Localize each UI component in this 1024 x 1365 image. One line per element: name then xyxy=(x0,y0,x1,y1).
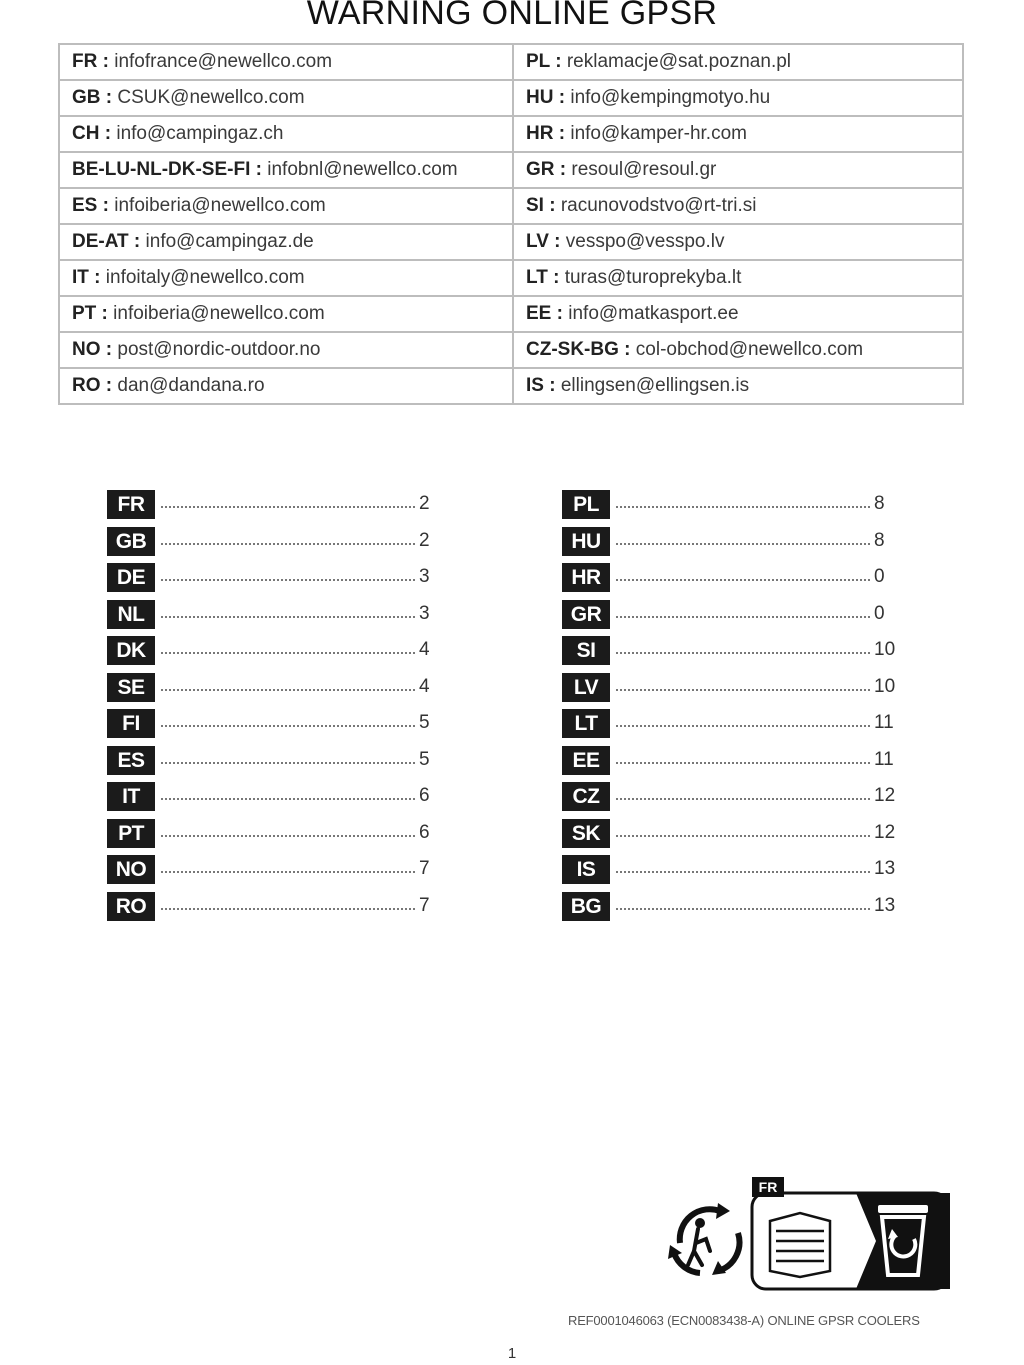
toc-entry xyxy=(562,746,902,783)
contact-email: infoiberia@newellco.com xyxy=(113,303,325,324)
separator: : xyxy=(88,267,106,288)
language-badge: PL xyxy=(562,490,610,519)
language-badge: IS xyxy=(562,855,610,884)
contact-email: infoiberia@newellco.com xyxy=(114,195,326,216)
recycling-logos-graphic xyxy=(660,1175,960,1295)
separator: : xyxy=(553,123,571,144)
contact-cell-right xyxy=(513,296,963,332)
toc-page-number: 4 xyxy=(419,639,430,660)
country-code: EE xyxy=(526,303,552,324)
contact-email: col-obchod@newellco.com xyxy=(635,339,864,360)
toc-entry xyxy=(107,636,447,673)
contact-cell-right xyxy=(513,332,963,368)
language-badge: CZ xyxy=(562,782,610,811)
country-code: IS xyxy=(526,375,544,396)
toc-right-column xyxy=(562,490,902,928)
contact-row xyxy=(59,152,963,188)
country-code: NO xyxy=(72,339,101,360)
dot-leader xyxy=(616,579,870,581)
toc-entry xyxy=(562,855,902,892)
language-badge: ES xyxy=(107,746,155,775)
contact-cell-left xyxy=(59,44,513,80)
contact-email: info@kamper-hr.com xyxy=(570,123,747,144)
contact-row xyxy=(59,188,963,224)
toc-page-number: 3 xyxy=(419,566,430,587)
language-badge: SE xyxy=(107,673,155,702)
country-code: LV xyxy=(526,231,549,252)
page-title: WARNING ONLINE GPSR xyxy=(306,0,718,32)
toc-page-number: 2 xyxy=(419,493,430,514)
country-code: PL xyxy=(526,51,550,72)
dot-leader xyxy=(616,689,870,691)
contact-email: info@campingaz.ch xyxy=(116,123,284,144)
toc-page-number: 0 xyxy=(874,566,885,587)
contact-cell-right xyxy=(513,368,963,404)
toc-page-number: 3 xyxy=(419,602,430,624)
separator: : xyxy=(100,339,118,360)
toc-page-number: 12 xyxy=(874,785,896,806)
toc-page-number: 13 xyxy=(874,858,896,879)
language-badge: LT xyxy=(562,709,610,738)
language-badge: DE xyxy=(107,563,155,592)
language-badge: RO xyxy=(107,892,155,921)
contact-cell-right xyxy=(513,152,963,188)
dot-leader xyxy=(161,798,415,800)
country-code: IT xyxy=(72,267,89,288)
toc-page-number: 10 xyxy=(874,675,896,697)
sorting-label-tag: FR xyxy=(758,1179,778,1195)
contact-email: ellingsen@ellingsen.is xyxy=(560,375,750,396)
contact-email: CSUK@newellco.com xyxy=(117,87,305,108)
separator: : xyxy=(250,159,268,180)
contact-row xyxy=(59,368,963,404)
toc-entry xyxy=(562,673,902,710)
toc-entry xyxy=(107,782,447,819)
toc-page-number: 6 xyxy=(419,785,430,806)
country-code: DE-AT xyxy=(72,231,129,252)
dot-leader xyxy=(616,652,870,654)
contact-cell-right xyxy=(513,80,963,116)
toc-entry xyxy=(107,892,447,929)
separator: : xyxy=(96,303,114,324)
contact-cell-left xyxy=(59,260,513,296)
contact-email: resoul@resoul.gr xyxy=(571,159,717,180)
separator: : xyxy=(128,231,146,252)
contact-cell-left xyxy=(59,188,513,224)
dot-leader xyxy=(616,725,870,727)
contact-email: infobnl@newellco.com xyxy=(267,159,458,180)
page-number: 1 xyxy=(507,1345,517,1362)
country-code: FR xyxy=(72,51,98,72)
contact-row xyxy=(59,332,963,368)
toc-page-number: 7 xyxy=(419,894,430,916)
contact-cell-left xyxy=(59,152,513,188)
contact-cell-right xyxy=(513,224,963,260)
language-badge: BG xyxy=(562,892,610,921)
toc-page-number: 0 xyxy=(874,602,885,624)
dot-leader xyxy=(616,616,870,618)
country-code: SI xyxy=(526,195,544,216)
country-code: HR xyxy=(526,123,554,144)
language-badge: NO xyxy=(107,855,155,884)
contact-email: info@campingaz.de xyxy=(145,231,314,252)
toc-page-number: 4 xyxy=(419,675,430,697)
dot-leader xyxy=(616,506,870,508)
contact-cell-left xyxy=(59,368,513,404)
language-badge: DK xyxy=(107,636,155,665)
toc-page-number: 6 xyxy=(419,821,430,843)
country-code: GB xyxy=(72,87,101,108)
dot-leader xyxy=(161,616,415,618)
toc-page-number: 13 xyxy=(874,894,896,916)
contacts-table xyxy=(58,43,964,405)
country-code: RO xyxy=(72,375,101,396)
contact-cell-right xyxy=(513,260,963,296)
contact-row xyxy=(59,224,963,260)
dot-leader xyxy=(161,543,415,545)
language-badge: SI xyxy=(562,636,610,665)
contact-email: infofrance@newellco.com xyxy=(114,51,333,72)
toc-page-number: 10 xyxy=(874,639,896,660)
toc-entry xyxy=(562,709,902,746)
dot-leader xyxy=(161,506,415,508)
dot-leader xyxy=(616,871,870,873)
separator: : xyxy=(99,123,117,144)
language-badge: PT xyxy=(107,819,155,848)
dot-leader xyxy=(161,908,415,910)
toc-page-number: 2 xyxy=(419,529,430,551)
separator: : xyxy=(548,231,566,252)
contact-email: reklamacje@sat.poznan.pl xyxy=(566,51,792,72)
contact-email: info@kempingmotyo.hu xyxy=(570,87,771,108)
language-badge: GR xyxy=(562,600,610,629)
language-badge: FI xyxy=(107,709,155,738)
country-code: PT xyxy=(72,303,97,324)
toc-left-column xyxy=(107,490,447,928)
toc-entry xyxy=(107,563,447,600)
contact-email: post@nordic-outdoor.no xyxy=(117,339,321,360)
separator: : xyxy=(100,87,118,108)
toc-page-number: 12 xyxy=(874,821,896,843)
dot-leader xyxy=(161,762,415,764)
dot-leader xyxy=(161,725,415,727)
language-badge: HR xyxy=(562,563,610,592)
contact-cell-right xyxy=(513,188,963,224)
contact-row xyxy=(59,296,963,332)
toc-entry xyxy=(107,819,447,856)
toc-page-number: 8 xyxy=(874,529,885,551)
country-code: ES xyxy=(72,195,98,216)
toc-entry xyxy=(107,855,447,892)
language-badge: EE xyxy=(562,746,610,775)
language-badge: SK xyxy=(562,819,610,848)
toc-entry xyxy=(107,746,447,783)
contact-cell-left xyxy=(59,224,513,260)
separator: : xyxy=(553,87,571,108)
dot-leader xyxy=(616,543,870,545)
sorting-label xyxy=(752,1177,950,1289)
separator: : xyxy=(618,339,636,360)
contact-email: turas@turoprekyba.lt xyxy=(564,267,742,288)
footer-reference: REF0001046063 (ECN0083438-A) ONLINE GPSR COOLERS xyxy=(568,1313,920,1328)
contact-cell-left xyxy=(59,116,513,152)
dot-leader xyxy=(616,835,870,837)
toc-entry xyxy=(107,527,447,564)
separator: : xyxy=(554,159,572,180)
separator: : xyxy=(97,51,115,72)
toc-entry xyxy=(562,636,902,673)
contact-row xyxy=(59,44,963,80)
language-badge: NL xyxy=(107,600,155,629)
separator: : xyxy=(543,375,561,396)
country-code: GR xyxy=(526,159,555,180)
country-code: BE-LU-NL-DK-SE-FI xyxy=(72,159,251,180)
contact-email: racunovodstvo@rt-tri.si xyxy=(560,195,757,216)
toc-page-number: 7 xyxy=(419,858,430,879)
toc-page-number: 11 xyxy=(874,748,894,770)
dot-leader xyxy=(161,689,415,691)
contact-cell-right xyxy=(513,116,963,152)
toc-page-number: 8 xyxy=(874,493,885,514)
language-badge: IT xyxy=(107,782,155,811)
toc-entry xyxy=(562,819,902,856)
separator: : xyxy=(100,375,118,396)
contact-email: vesspo@vesspo.lv xyxy=(565,231,725,252)
toc-entry xyxy=(562,527,902,564)
dot-leader xyxy=(161,835,415,837)
separator: : xyxy=(547,267,565,288)
dot-leader xyxy=(161,871,415,873)
contact-cell-left xyxy=(59,296,513,332)
language-badge: HU xyxy=(562,527,610,556)
toc-page-number: 5 xyxy=(419,712,430,733)
toc-page-number: 11 xyxy=(874,712,894,733)
recycling-logos xyxy=(660,1175,960,1295)
language-badge: LV xyxy=(562,673,610,702)
language-badge: GB xyxy=(107,527,155,556)
toc-entry xyxy=(562,563,902,600)
dot-leader xyxy=(616,908,870,910)
toc-entry xyxy=(107,673,447,710)
toc-entry xyxy=(107,709,447,746)
toc-entry xyxy=(562,782,902,819)
dot-leader xyxy=(161,652,415,654)
country-code: CH xyxy=(72,123,100,144)
toc-page-number: 5 xyxy=(419,748,430,770)
contact-email: dan@dandana.ro xyxy=(117,375,265,396)
separator: : xyxy=(551,303,569,324)
toc-entry xyxy=(562,892,902,929)
toc-entry xyxy=(562,600,902,637)
contact-row xyxy=(59,116,963,152)
separator: : xyxy=(543,195,561,216)
contact-cell-left xyxy=(59,332,513,368)
contact-row xyxy=(59,260,963,296)
contact-row xyxy=(59,80,963,116)
country-code: HU xyxy=(526,87,554,108)
contact-cell-right xyxy=(513,44,963,80)
triman-recycling-icon xyxy=(668,1203,739,1275)
separator: : xyxy=(97,195,115,216)
dot-leader xyxy=(616,762,870,764)
country-code: LT xyxy=(526,267,548,288)
dot-leader xyxy=(161,579,415,581)
toc-entry xyxy=(562,490,902,527)
contact-email: info@matkasport.ee xyxy=(568,303,739,324)
toc-entry xyxy=(107,490,447,527)
contact-cell-left xyxy=(59,80,513,116)
separator: : xyxy=(549,51,567,72)
dot-leader xyxy=(616,798,870,800)
paper-packaging-icon xyxy=(770,1213,830,1277)
toc-entry xyxy=(107,600,447,637)
contact-email: infoitaly@newellco.com xyxy=(105,267,305,288)
country-code: CZ-SK-BG xyxy=(526,339,619,360)
language-badge: FR xyxy=(107,490,155,519)
